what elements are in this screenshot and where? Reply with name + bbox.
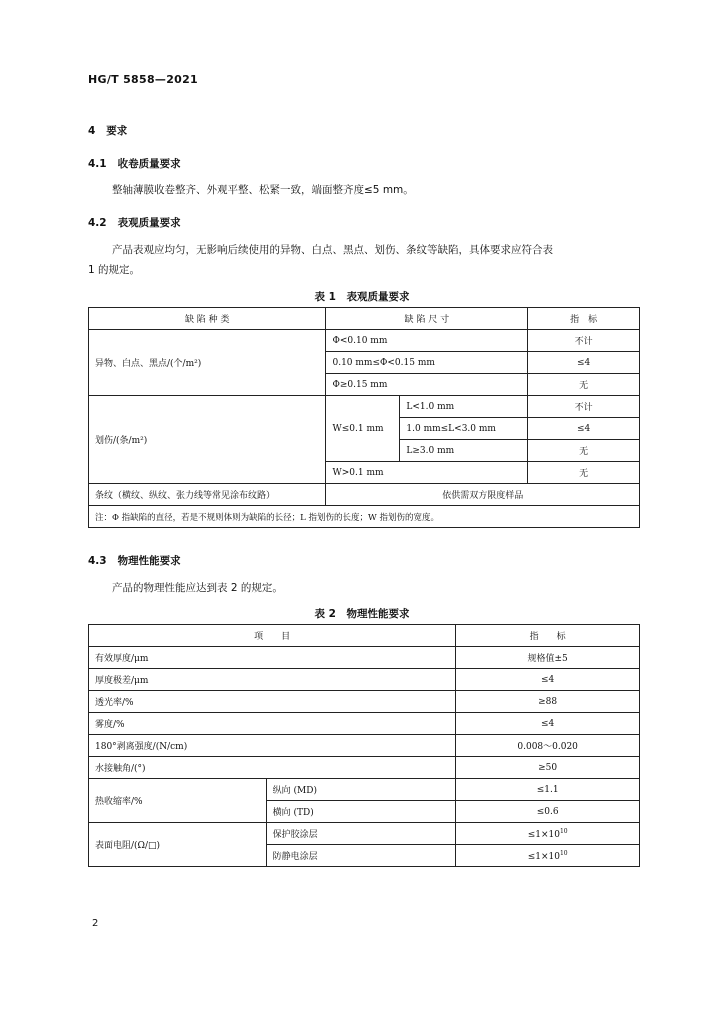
- resistance-label: 表面电阻/(Ω/□): [89, 823, 267, 867]
- shrinkage-label: 热收缩率/%: [89, 779, 267, 823]
- value-base: ≤1×10: [527, 851, 560, 862]
- coating-label: 保护胶涂层: [266, 823, 456, 845]
- section-title: 收卷质量要求: [117, 158, 181, 170]
- value-exponent: 10: [559, 827, 568, 835]
- defect-limit: 无: [528, 462, 640, 484]
- value-base: ≤1×10: [527, 829, 560, 840]
- section-number: 4.3: [88, 555, 107, 567]
- property-value: ≤1.1: [456, 779, 640, 801]
- table-header: 缺 陷 种 类: [89, 308, 326, 330]
- property-value: 规格值±5: [456, 647, 640, 669]
- section-title: 物理性能要求: [117, 555, 181, 567]
- property-value: 0.008～0.020: [456, 735, 640, 757]
- property-value: ≥88: [456, 691, 640, 713]
- defect-stripe-label: 条纹（横纹、纵纹、张力线等常见涂布纹路）: [89, 484, 326, 506]
- table-1-note: 注：Φ 指缺陷的直径，若是不规则体则为缺陷的长径；L 指划伤的长度；W 指划伤的宽度。: [89, 506, 640, 528]
- section-4-3-heading: [88, 553, 181, 568]
- standard-number: HG/T 5858—2021: [88, 73, 199, 86]
- table-header: 缺 陷 尺 寸: [326, 308, 528, 330]
- section-4-3-text: 产品的物理性能应达到表 2 的规定。: [112, 582, 283, 594]
- property-label: 180°剥离强度/(N/cm): [89, 735, 456, 757]
- section-4-2-text-line1: 产品表观应均匀，无影响后续使用的异物、白点、黑点、划伤、条纹等缺陷，具体要求应符合表: [112, 244, 553, 256]
- property-value: [456, 845, 640, 867]
- value-exponent: 10: [559, 849, 568, 857]
- section-4-2-text-line2: 1 的规定。: [88, 264, 141, 276]
- scratch-width-large: W>0.1 mm: [326, 462, 528, 484]
- property-label: 有效厚度/μm: [89, 647, 456, 669]
- property-value: ≤4: [456, 669, 640, 691]
- property-label: 透光率/%: [89, 691, 456, 713]
- table-header: 指 标: [456, 625, 640, 647]
- defect-limit: 不计: [528, 330, 640, 352]
- defect-limit: 依供需双方限度样品: [326, 484, 640, 506]
- defect-scratch-label: 划伤/(条/m²): [89, 396, 326, 484]
- table-header: 项 目: [89, 625, 456, 647]
- section-number: 4: [88, 125, 96, 137]
- section-4-1-text: 整轴薄膜收卷整齐、外观平整、松紧一致，端面整齐度≤5 mm。: [112, 184, 414, 196]
- section-4-1-heading: [88, 156, 181, 171]
- defect-foreign-label: 异物、白点、黑点/(个/m²): [89, 330, 326, 396]
- table-2-caption: 表 2 物理性能要求: [314, 608, 410, 620]
- defect-size: 0.10 mm≤Φ<0.15 mm: [326, 352, 528, 374]
- section-title: 表观质量要求: [117, 217, 181, 229]
- defect-limit: 无: [528, 440, 640, 462]
- scratch-length: L<1.0 mm: [400, 396, 528, 418]
- table-1-caption: 表 1 表观质量要求: [314, 291, 410, 303]
- property-value: ≤0.6: [456, 801, 640, 823]
- table-header: 指 标: [528, 308, 640, 330]
- defect-size: Φ≥0.15 mm: [326, 374, 528, 396]
- defect-limit: 无: [528, 374, 640, 396]
- section-number: 4.1: [88, 158, 107, 170]
- section-4-2-heading: [88, 215, 181, 230]
- direction-label: 纵向 (MD): [266, 779, 456, 801]
- property-label: 雾度/%: [89, 713, 456, 735]
- property-label: 水接触角/(°): [89, 757, 456, 779]
- property-value: ≤4: [456, 713, 640, 735]
- scratch-length: 1.0 mm≤L<3.0 mm: [400, 418, 528, 440]
- property-value: [456, 823, 640, 845]
- page-number: 2: [92, 918, 99, 929]
- coating-label: 防静电涂层: [266, 845, 456, 867]
- direction-label: 横向 (TD): [266, 801, 456, 823]
- section-4-heading: [88, 123, 127, 138]
- table-2: [88, 624, 640, 867]
- scratch-length: L≥3.0 mm: [400, 440, 528, 462]
- section-number: 4.2: [88, 217, 107, 229]
- property-label: 厚度极差/μm: [89, 669, 456, 691]
- defect-size: Φ<0.10 mm: [326, 330, 528, 352]
- defect-limit: ≤4: [528, 418, 640, 440]
- defect-limit: 不计: [528, 396, 640, 418]
- table-1: [88, 307, 640, 528]
- section-title: 要求: [106, 125, 128, 137]
- defect-limit: ≤4: [528, 352, 640, 374]
- scratch-width-small: W≤0.1 mm: [326, 396, 400, 462]
- property-value: ≥50: [456, 757, 640, 779]
